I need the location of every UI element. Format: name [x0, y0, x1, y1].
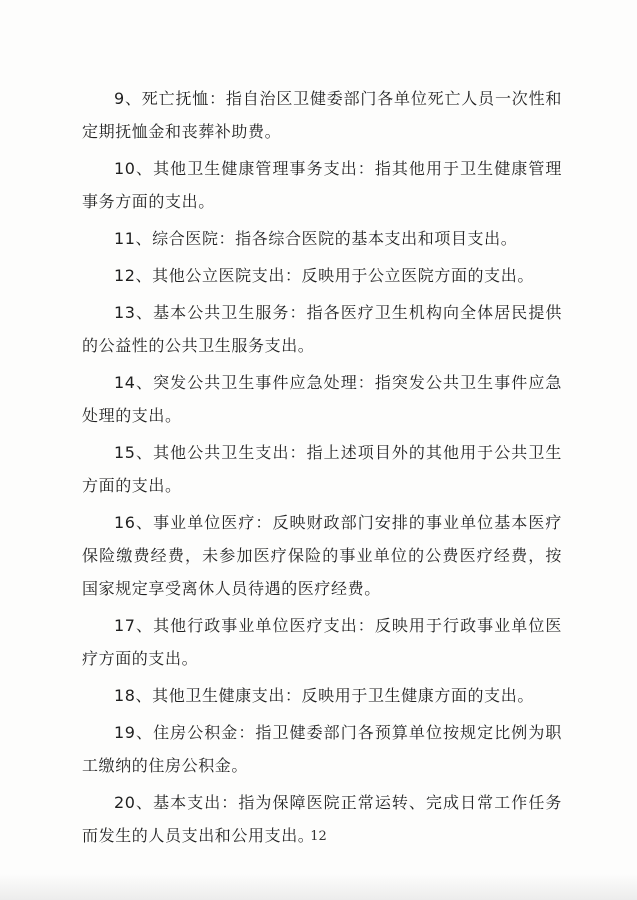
paragraph-item-11: 11、综合医院：指各综合医院的基本支出和项目支出。: [114, 229, 518, 248]
paragraph-item-13: 13、基本公共卫生服务：指各医疗卫生机构向全体居民提供的公益性的公共卫生服务支出。: [82, 303, 562, 355]
page-number: 12: [310, 829, 327, 844]
paragraph-item-14: 14、突发公共卫生事件应急处理：指突发公共卫生事件应急处理的支出。: [82, 373, 562, 425]
paragraph-item-18: 18、其他卫生健康支出：反映用于卫生健康方面的支出。: [114, 686, 534, 705]
paragraph-item-10: 10、其他卫生健康管理事务支出：指其他用于卫生健康管理事务方面的支出。: [82, 159, 562, 211]
paragraph-item-12: 12、其他公立医院支出：反映用于公立医院方面的支出。: [114, 266, 534, 285]
paragraph-item-15: 15、其他公共卫生支出：指上述项目外的其他用于公共卫生方面的支出。: [82, 443, 562, 495]
document-body: [82, 82, 562, 856]
paragraph-item-9: 9、死亡抚恤：指自治区卫健委部门各单位死亡人员一次性和定期抚恤金和丧葬补助费。: [82, 89, 562, 141]
paragraph-item-17: 17、其他行政事业单位医疗支出：反映用于行政事业单位医疗方面的支出。: [82, 616, 562, 668]
scan-bottom-edge: [0, 874, 637, 900]
paragraph-item-16: 16、事业单位医疗：反映财政部门安排的事业单位基本医疗保险缴费经费，未参加医疗保险的事业单位的公费医疗经费，按国家规定享受离休人员待遇的医疗经费。: [82, 513, 562, 598]
paragraph-item-19: 19、住房公积金：指卫健委部门各预算单位按规定比例为职工缴纳的住房公积金。: [82, 723, 562, 775]
paragraph-item-20: 20、基本支出：指为保障医院正常运转、完成日常工作任务而发生的人员支出和公用支出。: [82, 793, 562, 845]
